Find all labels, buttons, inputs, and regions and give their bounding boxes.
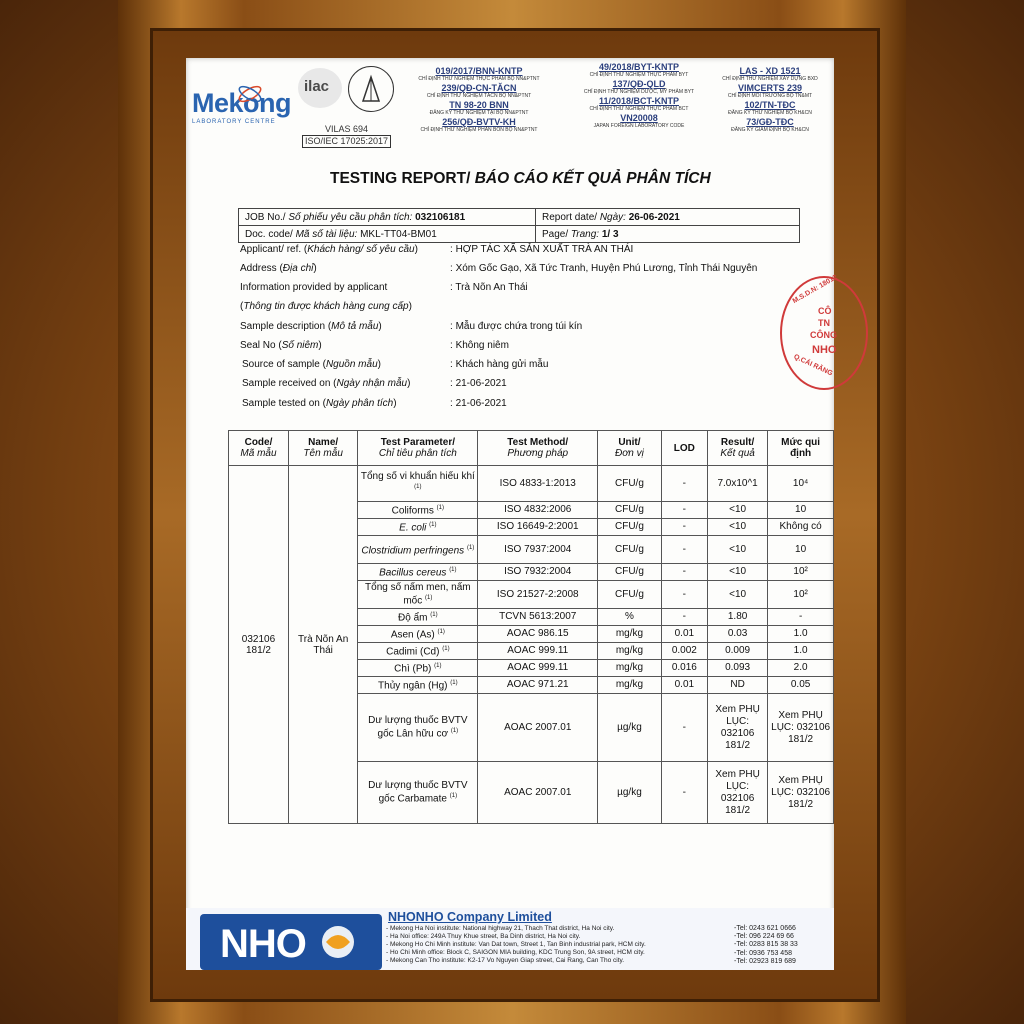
parameter-cell	[358, 643, 478, 660]
limit-cell: 10	[768, 536, 834, 564]
column-header	[288, 431, 357, 466]
footer-phone-line: -Tel: 0283 815 38 33	[734, 941, 798, 949]
ilac-text: ilac	[304, 78, 330, 95]
lod-cell: -	[661, 466, 707, 502]
accreditation-desc: CHỈ ĐỊNH THỬ NGHIỆM THỰC PHẨM BỘ NN&PTNT	[418, 76, 540, 82]
table-row	[229, 466, 834, 502]
info-label-end: )	[414, 244, 418, 255]
column-header-vi: Phương pháp	[507, 448, 569, 459]
doc-label-vi: Mã số tài liệu:	[295, 228, 358, 240]
report-date-label: Report date/	[542, 211, 600, 223]
unit-cell: CFU/g	[598, 564, 662, 581]
info-value: : 21-06-2021	[450, 378, 507, 389]
parameter-note: (1)	[442, 646, 450, 653]
accreditation-desc: ĐĂNG KÝ THỬ NGHIỆM BỘ KH&CN	[728, 110, 812, 116]
column-header-en: Test Parameter/	[380, 437, 455, 448]
info-label	[240, 282, 387, 293]
page-label: Page/	[542, 228, 571, 240]
accreditation-desc: CHỈ ĐỊNH THỬ NGHIỆM THỰC PHẨM BYT	[589, 72, 689, 78]
info-label-end: )	[407, 378, 411, 389]
info-value-text: HỢP TÁC XÃ SẢN XUẤT TRÀ AN THÁI	[455, 244, 634, 255]
parameter-name: Clostridium perfringens	[361, 545, 465, 557]
info-value: : Trà Nõn An Thái	[450, 282, 528, 293]
method-cell: AOAC 999.11	[478, 660, 598, 677]
page-value: 1/ 3	[601, 228, 619, 240]
unit-cell: CFU/g	[598, 536, 662, 564]
parameter-cell	[358, 677, 478, 694]
unit-cell: CFU/g	[598, 502, 662, 519]
parameter-cell	[358, 502, 478, 519]
unit-cell: %	[598, 609, 662, 626]
report-title	[330, 170, 711, 188]
info-label-en: (	[240, 301, 244, 312]
accreditation-code: 73/GĐ-TĐC	[746, 117, 794, 127]
doc-value: MKL-TT04-BM01	[360, 228, 437, 240]
info-label-vi: Nguồn mẫu	[325, 359, 378, 370]
parameter-cell	[358, 519, 478, 536]
info-value: : Không niêm	[450, 340, 509, 351]
stamp-text-3: TN	[818, 318, 830, 328]
lod-cell: -	[661, 762, 707, 824]
accreditation-seal-icon	[348, 66, 394, 112]
accreditation-code: 137/QĐ-QLD	[612, 79, 666, 89]
column-header	[358, 431, 478, 466]
parameter-name: Thủy ngân (Hg)	[378, 680, 448, 692]
parameter-note: (1)	[450, 728, 459, 735]
info-label	[242, 378, 410, 389]
limit-cell: 1.0	[768, 643, 834, 660]
method-cell: AOAC 2007.01	[478, 694, 598, 762]
accreditation-desc: CHỈ ĐỊNH THỬ NGHIỆM DƯỢC, MỸ PHẨM BYT	[583, 89, 695, 95]
accreditation-code: TN 98-20 BNN	[449, 100, 509, 110]
info-label	[242, 398, 397, 409]
lod-cell: 0.002	[661, 643, 707, 660]
parameter-name: Dư lượng thuốc BVTV gốc Carbamate	[368, 780, 468, 805]
accreditation-code: VN20008	[620, 113, 658, 123]
info-label-en: Seal No (	[240, 340, 282, 351]
title-vi: BÁO CÁO KẾT QUẢ PHÂN TÍCH	[474, 170, 711, 187]
parameter-note: (1)	[436, 505, 445, 512]
parameter-cell	[358, 564, 478, 581]
info-label-vi: Thông tin được khách hàng cung cấp	[243, 301, 409, 312]
parameter-name: Bacillus cereus	[379, 567, 447, 579]
result-cell: ND	[707, 677, 767, 694]
parameter-cell	[358, 626, 478, 643]
method-cell: ISO 7932:2004	[478, 564, 598, 581]
result-cell: 0.093	[707, 660, 767, 677]
accreditation-desc: CHỈ ĐỊNH THỬ NGHIỆM PHÂN BÓN BỘ NN&PTNT	[420, 127, 538, 133]
stamp-text-5: NHO	[812, 344, 837, 356]
column-header-en: Code/	[244, 437, 273, 448]
accreditation-column-3	[714, 66, 826, 134]
parameter-cell	[358, 581, 478, 609]
column-header-en: LOD	[673, 442, 695, 454]
lod-cell: -	[661, 581, 707, 609]
report-date-label-vi: Ngày:	[599, 211, 626, 223]
footer-phones	[734, 925, 798, 966]
lod-cell: -	[661, 694, 707, 762]
unit-cell: mg/kg	[598, 660, 662, 677]
page-label-vi: Trang:	[570, 228, 600, 240]
accreditation-desc: CHỈ ĐỊNH THỬ NGHIỆM THỰC PHẨM BCT	[589, 106, 689, 112]
unit-cell: CFU/g	[598, 581, 662, 609]
accreditation-code: 019/2017/BNN-KNTP	[435, 66, 523, 76]
unit-cell: mg/kg	[598, 643, 662, 660]
parameter-name: Chì (Pb)	[394, 663, 432, 675]
unit-cell: CFU/g	[598, 519, 662, 536]
lod-cell: -	[661, 536, 707, 564]
info-value-text: Xóm Gốc Gạo, Xã Tức Tranh, Huyện Phú Lương, Tỉnh Thái Nguyên	[455, 263, 758, 274]
info-label-end: )	[377, 359, 381, 370]
limit-cell: Không có	[768, 519, 834, 536]
parameter-note: (1)	[429, 522, 437, 529]
logo-subtitle: LABORATORY CENTRE	[192, 119, 276, 125]
globe-icon	[316, 922, 376, 962]
result-cell: <10	[707, 519, 767, 536]
limit-cell: 0.05	[768, 677, 834, 694]
result-cell: 1.80	[707, 609, 767, 626]
sample-name-cell: Trà Nõn An Thái	[288, 466, 357, 824]
report-date-cell	[536, 209, 800, 226]
method-cell: AOAC 986.15	[478, 626, 598, 643]
stamp-text-6: Q.CÁI RĂNG	[792, 353, 834, 378]
info-label-end: )	[408, 301, 412, 312]
parameter-name: Dư lượng thuốc BVTV gốc Lân hữu cơ	[368, 715, 468, 740]
info-label-vi: Ngày phân tích	[325, 398, 394, 409]
result-cell: Xem PHỤ LỤC: 032106 181/2	[707, 762, 767, 824]
footer-address-line: - Mekong Ho Chi Minh institute: Van Dat town, Street 1, Tan Binh industrial park, HCM city.	[386, 941, 646, 948]
accreditation-code: 239/QĐ-CN-TĂCN	[441, 83, 517, 93]
nho-logo-text: NHO	[220, 922, 306, 966]
info-value: : Xóm Gốc Gạo, Xã Tức Tranh, Huyện Phú Lương, Tỉnh Thái Nguyên	[450, 263, 758, 274]
method-cell: AOAC 2007.01	[478, 762, 598, 824]
accreditation-code: VIMCERTS 239	[737, 83, 803, 93]
parameter-note: (1)	[425, 595, 433, 602]
parameter-name: Asen (As)	[390, 629, 435, 641]
unit-cell: µg/kg	[598, 762, 662, 824]
lod-cell: -	[661, 564, 707, 581]
accreditation-desc: CHỈ ĐỊNH MÔI TRƯỜNG BỘ TN&MT	[727, 93, 813, 99]
method-cell: TCVN 5613:2007	[478, 609, 598, 626]
limit-cell: Xem PHỤ LỤC: 032106 181/2	[768, 694, 834, 762]
info-value: : 21-06-2021	[450, 398, 507, 409]
results-header-row	[229, 431, 834, 466]
column-header-vi: định	[790, 448, 812, 459]
column-header-vi: Kết quả	[720, 448, 755, 459]
method-cell: ISO 4833-1:2013	[478, 466, 598, 502]
info-label-end: )	[313, 263, 317, 274]
limit-cell: 10⁴	[768, 466, 834, 502]
parameter-cell	[358, 466, 478, 502]
info-label-end: )	[393, 398, 397, 409]
info-label	[240, 340, 322, 351]
accreditation-desc: CHỈ ĐỊNH THỬ NGHIỆM XÂY DỰNG BXD	[722, 76, 818, 82]
info-label-vi: Mô tả mẫu	[331, 321, 379, 332]
stamp-text-1: M.S.D.N: 18012	[791, 273, 839, 306]
info-label	[240, 244, 418, 255]
limit-cell: 10	[768, 502, 834, 519]
parameter-name: E. coli	[399, 522, 427, 534]
parameter-cell	[358, 609, 478, 626]
column-header-en: Mức qui	[781, 437, 821, 448]
accreditation-desc: CHỈ ĐỊNH THỬ NGHIỆM TĂCN BỘ NN&PTNT	[426, 93, 532, 99]
parameter-name: Tổng số vi khuẩn hiếu khí	[360, 471, 475, 483]
info-label	[240, 321, 382, 332]
info-value-text: 21-06-2021	[455, 378, 507, 389]
parameter-note: (1)	[437, 629, 445, 636]
nho-logo	[200, 914, 382, 970]
limit-cell: 10²	[768, 564, 834, 581]
info-label-en: Applicant/ ref. (	[240, 244, 308, 255]
info-label-vi: Ngày nhận mẫu	[336, 378, 408, 389]
column-header-en: Unit/	[618, 437, 641, 448]
column-header-en: Test Method/	[507, 437, 569, 448]
sample-code-cell: 032106 181/2	[229, 466, 289, 824]
parameter-cell	[358, 694, 478, 762]
unit-cell: mg/kg	[598, 626, 662, 643]
info-label	[242, 359, 381, 370]
parameter-cell	[358, 536, 478, 564]
footer-company-name: NHONHO Company Limited	[388, 910, 552, 924]
title-en: TESTING REPORT/	[330, 170, 475, 187]
unit-cell: CFU/g	[598, 466, 662, 502]
job-info-table	[238, 208, 800, 243]
lod-cell: -	[661, 502, 707, 519]
accreditation-column-1	[404, 66, 554, 134]
report-page	[186, 58, 839, 970]
mekong-logo	[192, 88, 291, 125]
footer-addresses	[386, 925, 646, 965]
parameter-note: (1)	[434, 663, 442, 670]
info-value-text: Trà Nõn An Thái	[455, 282, 528, 293]
vilas-number: VILAS 694	[325, 124, 369, 134]
info-label	[240, 263, 317, 274]
method-cell: ISO 7937:2004	[478, 536, 598, 564]
info-label-en: Sample received on (	[242, 378, 337, 389]
info-value-text: Khách hàng gửi mẫu	[455, 359, 549, 370]
doc-code-cell	[239, 226, 536, 243]
result-cell: Xem PHỤ LỤC: 032106 181/2	[707, 694, 767, 762]
column-header	[598, 431, 662, 466]
parameter-note: (1)	[430, 612, 438, 619]
info-value: : Khách hàng gửi mẫu	[450, 359, 549, 370]
ilac-badge	[298, 68, 342, 108]
accreditation-desc: ĐĂNG KÝ THỬ NGHIỆM TẠI BỘ NN&PTNT	[429, 110, 529, 116]
info-value-text: Không niêm	[455, 340, 509, 351]
parameter-cell	[358, 660, 478, 677]
method-cell: ISO 16649-2:2001	[478, 519, 598, 536]
info-value: : Mẫu được chứa trong túi kín	[450, 321, 583, 332]
column-header-en: Name/	[308, 437, 339, 448]
parameter-name: Cadimi (Cd)	[386, 646, 440, 658]
method-cell: AOAC 999.11	[478, 643, 598, 660]
column-header-vi: Chỉ tiêu phân tích	[378, 448, 457, 459]
parameter-cell	[358, 762, 478, 824]
info-value-text: 21-06-2021	[455, 398, 507, 409]
footer-address-line: - Ho Chi Minh office: Block C, SAIGON MIA building, KDC Trung Son, 9A street, HCM city.	[386, 949, 645, 956]
parameter-note: (1)	[466, 544, 475, 551]
doc-label: Doc. code/	[245, 228, 296, 240]
column-header	[478, 431, 598, 466]
parameter-note: (1)	[414, 484, 422, 491]
footer-address-line: - Mekong Ha Noi institute: National highway 21, Thach That district, Ha Noi city.	[386, 925, 615, 932]
parameter-note: (1)	[449, 567, 457, 574]
footer-address-line: - Mekong Can Tho institute: K2-17 Vo Nguyen Giap street, Cai Rang, Can Tho city.	[386, 957, 625, 964]
accreditation-desc: ĐĂNG KÝ GIÁM ĐỊNH BỘ KH&CN	[731, 127, 809, 133]
method-cell: ISO 21527-2:2008	[478, 581, 598, 609]
column-header	[229, 431, 289, 466]
info-label-vi: Khách hàng/ số yêu cầu	[307, 244, 415, 255]
parameter-name: Tổng số nấm men, nấm mốc	[365, 582, 471, 607]
job-label: JOB No./	[245, 211, 289, 223]
footer	[186, 908, 834, 970]
footer-phone-line: -Tel: 0243 621 0666	[734, 925, 796, 932]
footer-phone-line: -Tel: 0936 753 458	[734, 949, 792, 957]
parameter-name: Coliforms	[391, 505, 434, 517]
accreditation-code: 11/2018/BCT-KNTP	[598, 96, 680, 106]
limit-cell: Xem PHỤ LỤC: 032106 181/2	[768, 762, 834, 824]
stamp-text-4: CÔNG	[810, 330, 837, 340]
method-cell: ISO 4832:2006	[478, 502, 598, 519]
job-label-vi: Số phiếu yêu cầu phân tích:	[288, 211, 413, 223]
result-cell: 0.03	[707, 626, 767, 643]
info-label-end: )	[318, 340, 322, 351]
result-cell: <10	[707, 581, 767, 609]
lod-cell: -	[661, 609, 707, 626]
result-cell: <10	[707, 502, 767, 519]
parameter-name: Độ ẩm	[398, 612, 428, 624]
info-label	[240, 301, 412, 312]
accreditation-column-2	[564, 62, 714, 130]
limit-cell: 1.0	[768, 626, 834, 643]
info-value-text: Mẫu được chứa trong túi kín	[455, 321, 583, 332]
column-header	[707, 431, 767, 466]
info-label-vi: Số niêm	[281, 340, 319, 351]
parameter-note: (1)	[450, 680, 458, 687]
unit-cell: mg/kg	[598, 677, 662, 694]
accreditation-code: 49/2018/BYT-KNTP	[598, 62, 680, 72]
lod-cell: 0.01	[661, 677, 707, 694]
column-header-vi: Mã mẫu	[240, 448, 277, 459]
parameter-note: (1)	[449, 793, 458, 800]
limit-cell: -	[768, 609, 834, 626]
iso-standard: ISO/IEC 17025:2017	[302, 135, 391, 148]
job-no-cell	[239, 209, 536, 226]
column-header	[661, 431, 707, 466]
footer-phone-line: -Tel: 02923 819 689	[734, 957, 796, 965]
result-cell: 7.0x10^1	[707, 466, 767, 502]
report-date-value: 26-06-2021	[628, 211, 680, 223]
info-label-end: )	[378, 321, 382, 332]
result-cell: <10	[707, 536, 767, 564]
lod-cell: -	[661, 519, 707, 536]
tower-icon	[349, 67, 393, 111]
info-label-en: Sample description (	[240, 321, 332, 332]
info-label-vi: Địa chỉ	[282, 263, 314, 274]
info-value: : HỢP TÁC XÃ SẢN XUẤT TRÀ AN THÁI	[450, 244, 634, 255]
column-header-vi: Đơn vị	[615, 448, 644, 459]
unit-cell: µg/kg	[598, 694, 662, 762]
company-stamp	[780, 273, 868, 390]
info-label-en: Address (	[240, 263, 283, 274]
column-header-en: Result/	[720, 437, 755, 448]
job-value: 032106181	[415, 211, 466, 223]
vilas-block	[302, 124, 391, 148]
stamp-text-2: CÔ	[818, 306, 832, 316]
column-header	[768, 431, 834, 466]
method-cell: AOAC 971.21	[478, 677, 598, 694]
results-table	[228, 430, 834, 824]
logo-wordmark: Mekong	[192, 88, 292, 118]
footer-phone-line: -Tel: 096 224 69 66	[734, 933, 794, 941]
info-label-en: Source of sample (	[242, 359, 326, 370]
accreditation-code: LAS - XD 1521	[739, 66, 801, 76]
result-cell: <10	[707, 564, 767, 581]
info-label-en: Information provided by applicant	[240, 282, 388, 293]
accreditation-desc: JAPAN FOREIGN LABORATORY CODE	[593, 123, 685, 129]
limit-cell: 10²	[768, 581, 834, 609]
column-header-vi: Tên mẫu	[303, 448, 343, 459]
page-cell	[536, 226, 800, 243]
lod-cell: 0.01	[661, 626, 707, 643]
info-label-en: Sample tested on (	[242, 398, 326, 409]
result-cell: 0.009	[707, 643, 767, 660]
accreditation-code: 102/TN-TĐC	[744, 100, 796, 110]
lod-cell: 0.016	[661, 660, 707, 677]
limit-cell: 2.0	[768, 660, 834, 677]
footer-address-line: - Ha Noi office: 249A Thuy Khue street, Ba Dinh district, Ha Noi city.	[386, 933, 581, 940]
accreditation-code: 256/QĐ-BVTV-KH	[442, 117, 516, 127]
